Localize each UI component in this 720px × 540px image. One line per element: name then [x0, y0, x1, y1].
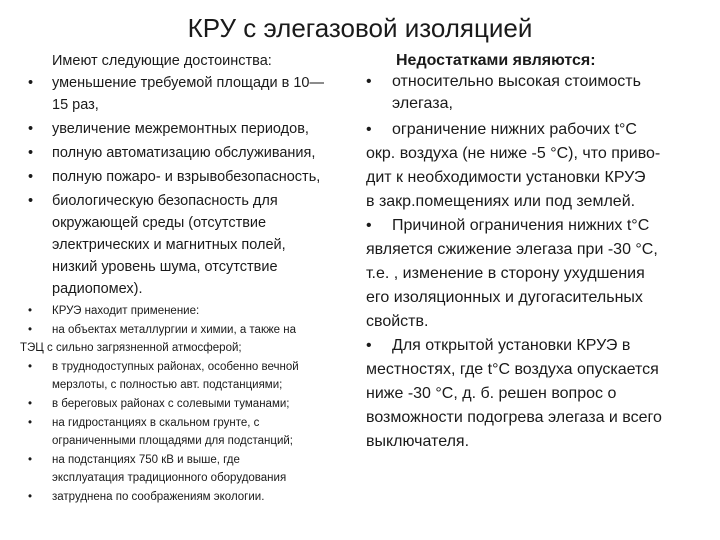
disadvantage-line: ниже -30 °С, д. б. решен вопрос о [366, 385, 617, 402]
bullet: • [28, 417, 33, 429]
bullet: • [28, 75, 34, 91]
bullet: • [28, 398, 33, 410]
slide-title: КРУ с элегазовой изоляцией [187, 13, 533, 43]
advantage-line: окружающей среды (отсутствие [52, 215, 267, 231]
bullet: • [28, 491, 33, 503]
advantage-line: 15 раз, [52, 97, 99, 113]
application-line: в береговых районах с солевыми туманами; [52, 398, 290, 410]
advantage-line: электрических и магнитных полей, [52, 237, 286, 253]
bullet: • [28, 454, 33, 466]
application-line: на гидростанциях в скальном грунте, с [52, 417, 260, 429]
bullet: • [28, 305, 33, 317]
application-line: затруднена по соображениям экологии. [52, 491, 265, 503]
disadvantage-line: ограничение нижних рабочих t°С [392, 121, 637, 138]
advantage-line: биологическую безопасность для [52, 193, 278, 209]
disadvantage-line: является сжижение элегаза при -30 °С, [366, 241, 658, 258]
disadvantage-line: дит к необходимости установки КРУЭ [366, 169, 646, 186]
advantage-line: полную пожаро- и взрывобезопасность, [52, 169, 321, 185]
bullet: • [366, 337, 372, 354]
advantage-line: низкий уровень шума, отсутствие [52, 259, 278, 275]
advantages-intro: Имеют следующие достоинства: [52, 53, 272, 69]
disadvantage-line: возможности подогрева элегаза и всего [366, 409, 662, 426]
advantage-line: увеличение межремонтных периодов, [52, 121, 309, 137]
bullet: • [28, 169, 34, 185]
disadvantage-line: свойств. [366, 313, 429, 330]
bullet: • [366, 217, 372, 234]
disadvantage-line: т.е. , изменение в сторону ухудшения [366, 265, 645, 282]
disadvantage-line: в закр.помещениях или под землей. [366, 193, 636, 210]
applications-intro: КРУЭ находит применение: [52, 305, 200, 317]
application-line: ограниченными площадями для подстанций; [52, 435, 294, 447]
bullet: • [28, 145, 34, 161]
disadvantage-line: окр. воздуха (не ниже -5 °С), что приво- [366, 145, 661, 162]
application-line: ТЭЦ с сильно загрязненной атмосферой; [20, 342, 242, 354]
disadvantage-line: его изоляционных и дугогасительных [366, 289, 643, 306]
bullet: • [28, 361, 33, 373]
application-line: эксплуатация традиционного оборудования [52, 472, 287, 484]
application-line: в труднодоступных районах, особенно вечной [52, 361, 299, 373]
application-line: мерзлоты, с полностью авт. подстанциями; [52, 379, 283, 391]
advantage-line: радиопомех). [52, 281, 143, 297]
bullet: • [366, 73, 372, 90]
advantage-line: уменьшение требуемой площади в 10— [52, 75, 324, 91]
bullet: • [28, 121, 34, 137]
disadvantage-line: местностях, где t°С воздуха опускается [366, 361, 659, 378]
disadvantages-heading: Недостатками являются: [396, 52, 596, 69]
bullet: • [28, 324, 33, 336]
disadvantage-line: относительно высокая стоимость [392, 73, 641, 90]
application-line: на объектах металлургии и химии, а также на [52, 324, 297, 336]
application-line: на подстанциях 750 кВ и выше, где [52, 454, 240, 466]
advantage-line: полную автоматизацию обслуживания, [52, 145, 316, 161]
disadvantage-line: Причиной ограничения нижних t°С [392, 217, 650, 234]
bullet: • [28, 193, 34, 209]
disadvantage-line: элегаза, [392, 95, 453, 112]
bullet: • [366, 121, 372, 138]
disadvantage-line: Для открытой установки КРУЭ в [392, 337, 631, 354]
disadvantage-line: выключателя. [366, 433, 470, 450]
